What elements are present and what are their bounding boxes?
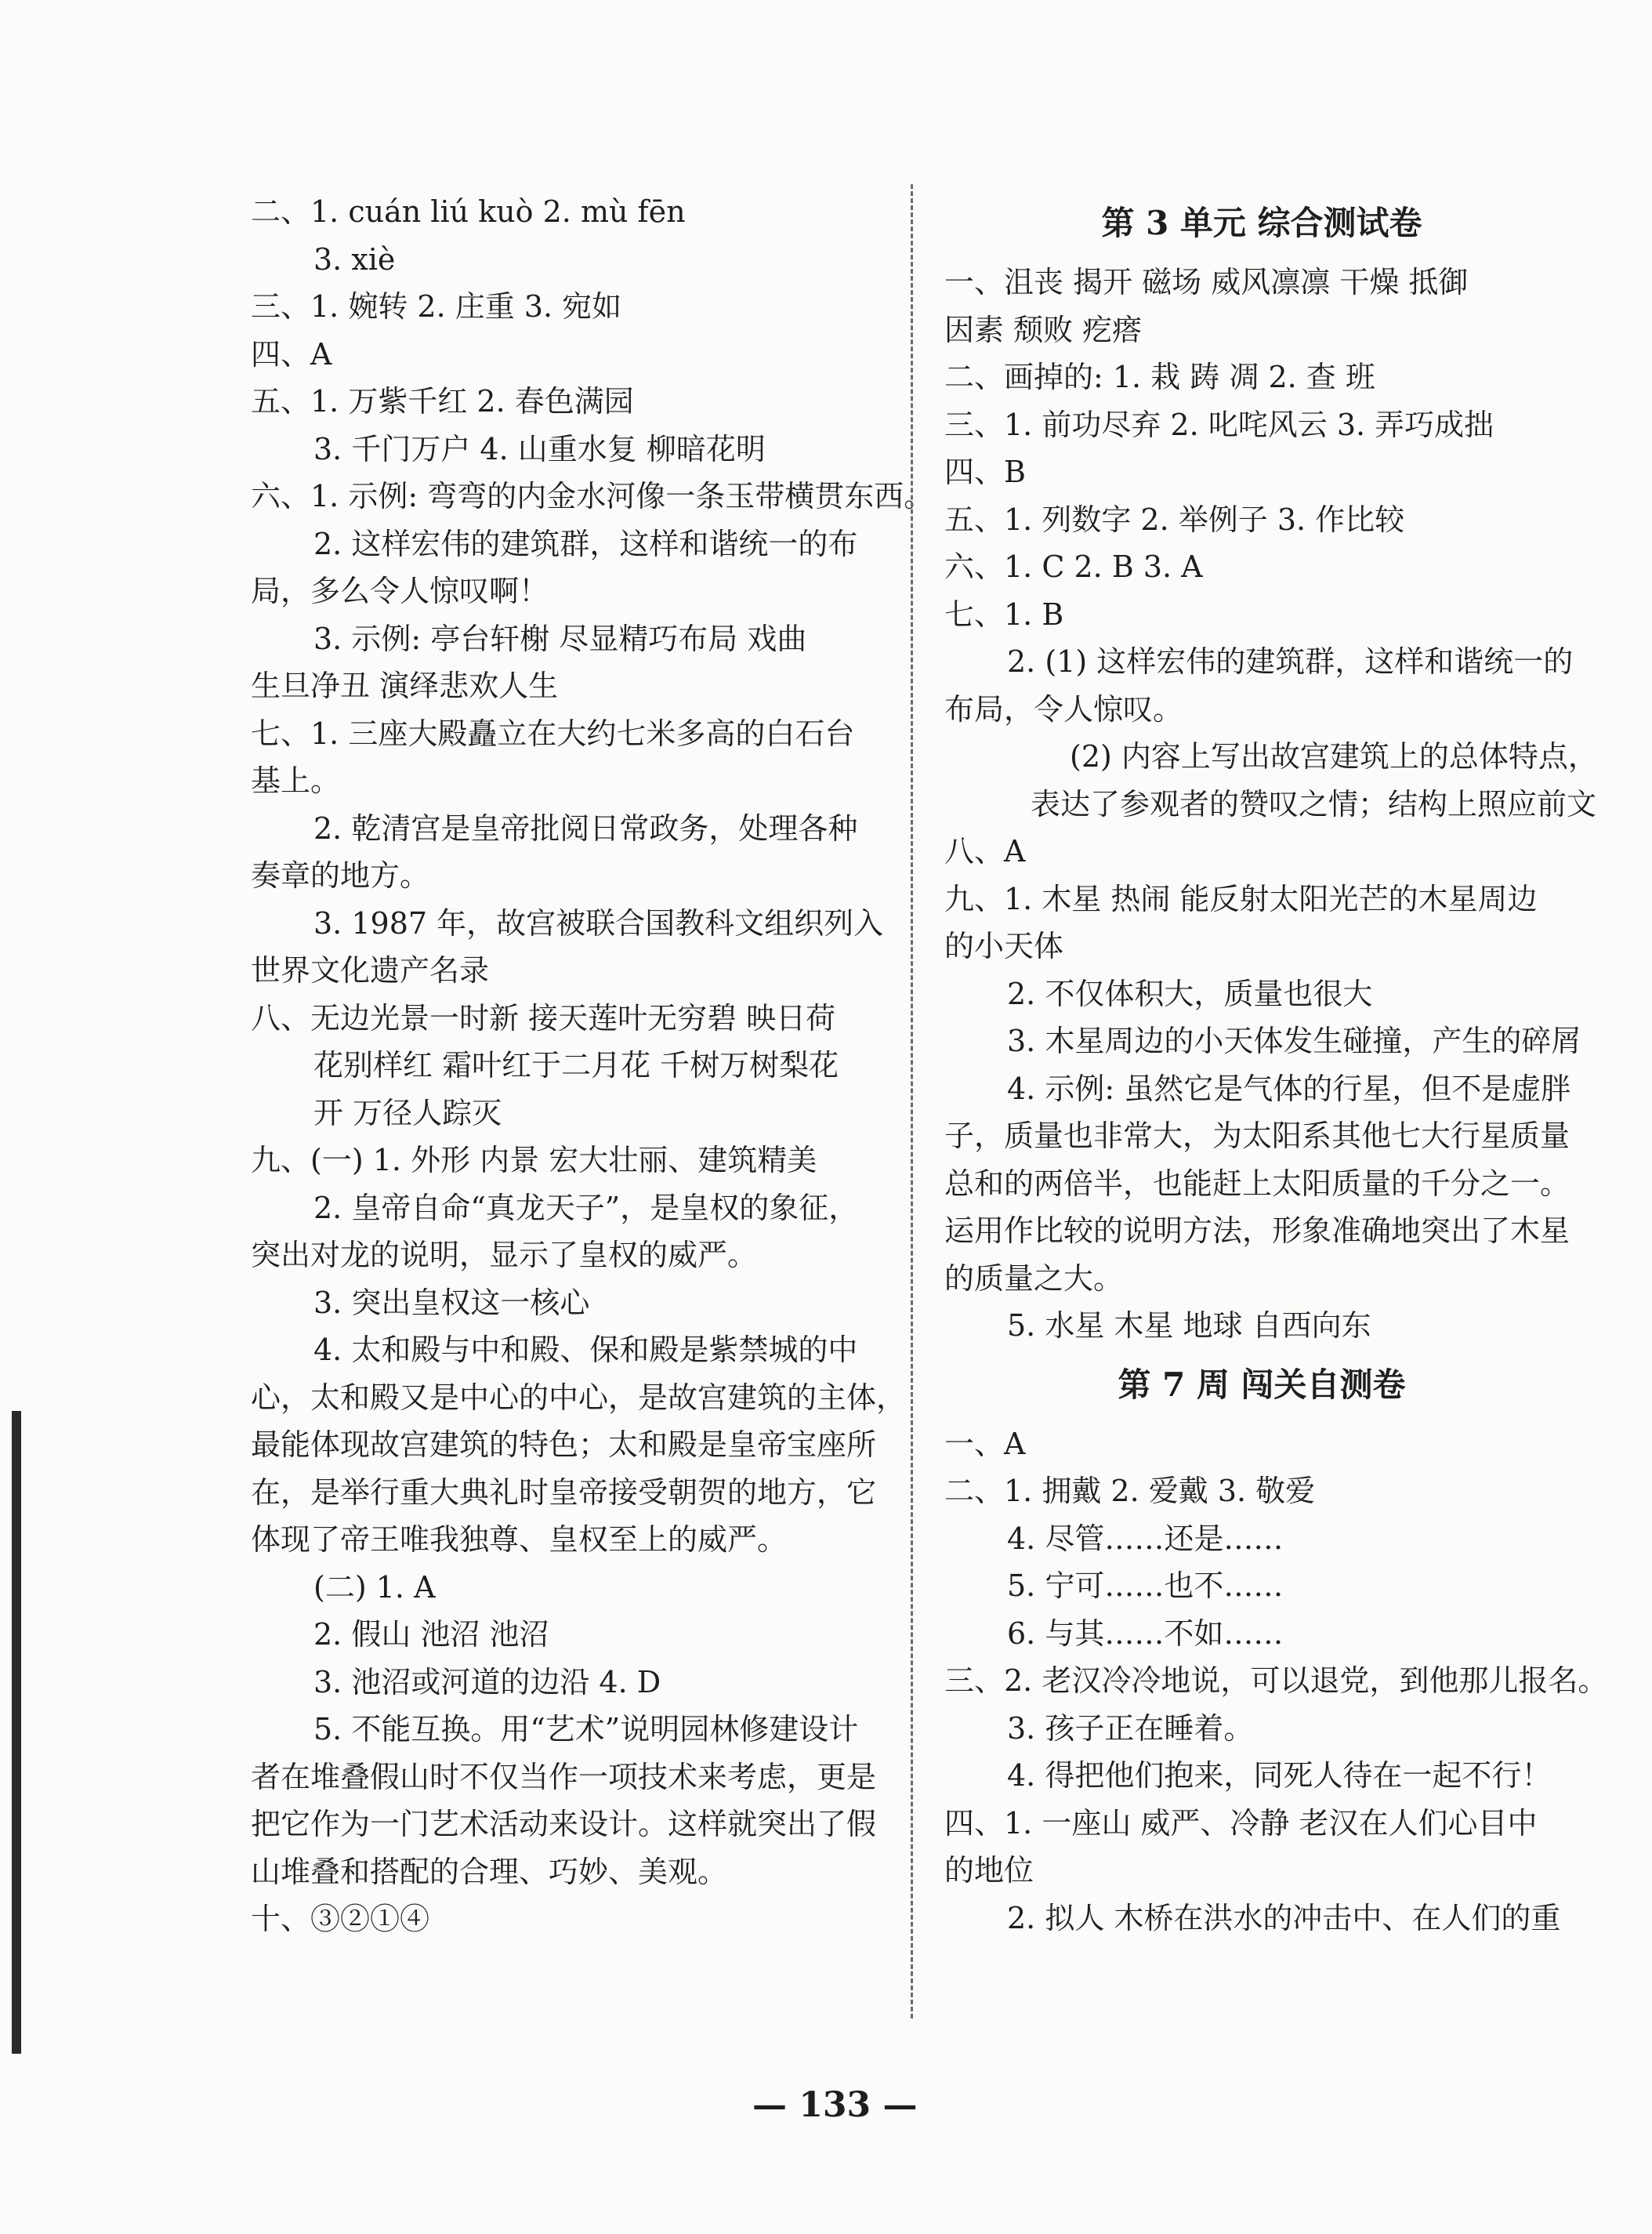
answer-line: 3. 池沼或河道的边沿 4. D [313,1664,661,1699]
answer-line: 2. 假山 池沼 池沼 [313,1617,549,1652]
answer-line: 四、A [251,336,332,372]
answer-line: 总和的两倍半，也能赶上太阳质量的千分之一。 [944,1166,1570,1201]
answer-line: 2. (1) 这样宏伟的建筑群，这样和谐统一的 [1007,644,1574,679]
answer-line: 三、1. 前功尽弃 2. 叱咤风云 3. 弄巧成拙 [944,407,1494,442]
answer-line: 在，是举行重大典礼时皇帝接受朝贺的地方，它 [251,1474,877,1510]
answer-line: 3. 孩子正在睡着。 [1007,1710,1254,1746]
answer-line: 3. 突出皇权这一核心 [313,1285,590,1320]
page-number: — 133 — [752,2085,918,2125]
answer-line: 把它作为一门艺术活动来设计。这样就突出了假 [251,1807,877,1841]
answer-line: 一、沮丧 揭开 磁场 威风凛凛 干燥 抵御 [944,265,1469,299]
answer-line: 九、1. 木星 热闹 能反射太阳光芒的木星周边 [944,881,1538,916]
answer-line: 的小天体 [944,929,1064,963]
left-answer-column [251,188,934,1943]
answer-line: 八、A [944,834,1026,869]
answer-line: 九、(一) 1. 外形 内景 宏大壮丽、建筑精美 [251,1143,817,1177]
answer-line: 3. 示例: 亭台轩榭 尽显精巧布局 戏曲 [313,621,807,656]
answer-line: 5. 宁可……也不…… [1007,1569,1284,1603]
answer-line: 七、1. B [944,597,1064,632]
answer-line: 世界文化遗产名录 [251,953,490,988]
answer-line: 生旦净丑 演绎悲欢人生 [251,669,559,703]
answer-line: 2. 乾清宫是皇帝批阅日常政务，处理各种 [313,811,858,846]
answer-line: 局，多么令人惊叹啊！ [251,574,549,608]
answer-line: 2. 不仅体积大，质量也很大 [1007,976,1373,1011]
answer-line: 六、1. C 2. B 3. A [944,549,1203,584]
answer-line: 3. xiè [313,241,396,277]
answer-line: 3. 1987 年，故宫被联合国教科文组织列入 [313,905,884,941]
answer-line: 山堆叠和搭配的合理、巧妙、美观。 [251,1854,728,1889]
answer-line: 的质量之大。 [944,1260,1124,1296]
answer-line: 最能体现故宫建筑的特色；太和殿是皇帝宝座所 [251,1427,877,1462]
answer-line: 三、1. 婉转 2. 庄重 3. 宛如 [251,289,622,324]
answer-line: 奏章的地方。 [251,858,430,893]
section-title: 第 7 周 闯关自测卷 [1118,1365,1406,1404]
answer-line: 体现了帝王唯我独尊、皇权至上的威严。 [251,1522,788,1557]
answer-line: 3. 千门万户 4. 山重水复 柳暗花明 [313,431,766,466]
answer-line: 因素 颓败 疙瘩 [944,312,1143,347]
answer-line: 基上。 [251,763,341,798]
answer-line: 2. 拟人 木桥在洪水的冲击中、在人们的重 [1007,1900,1561,1935]
answer-line: 子，质量也非常大，为太阳系其他七大行星质量 [944,1119,1570,1153]
answer-line: 表达了参观者的赞叹之情；结构上照应前文 [1031,786,1597,821]
answer-line: 者在堆叠假山时不仅当作一项技术来考虑，更是 [251,1759,877,1794]
answer-line: 二、1. cuán liú kuò 2. mù fēn [251,194,686,229]
right-answer-column [944,188,1608,1942]
answer-line: 四、B [944,455,1026,489]
answer-line: 布局，令人惊叹。 [944,691,1183,727]
answer-line: 五、1. 列数字 2. 举例子 3. 作比较 [944,502,1405,537]
answer-line: 4. 太和殿与中和殿、保和殿是紫禁城的中 [313,1333,858,1367]
answer-line: 6. 与其……不如…… [1007,1616,1284,1651]
answer-line: 五、1. 万紫千红 2. 春色满园 [251,384,634,419]
column-divider [911,184,913,2018]
answer-line: 四、1. 一座山 威严、冷静 老汉在人们心目中 [944,1805,1538,1841]
answer-line: 4. 得把他们抱来，同死人待在一起不行！ [1007,1758,1552,1793]
answer-line: 开 万径人踪灭 [313,1095,502,1130]
answer-line: (2) 内容上写出故宫建筑上的总体特点， [1070,739,1598,774]
answer-line: 七、1. 三座大殿矗立在大约七米多高的白石台 [251,716,855,751]
answer-line: 3. 木星周边的小天体发生碰撞，产生的碎屑 [1007,1024,1581,1058]
answer-line: 5. 水星 木星 地球 自西向东 [1007,1308,1371,1343]
answer-line: 二、1. 拥戴 2. 爱戴 3. 敬爱 [944,1474,1316,1508]
scan-edge-shadow [12,1411,21,2054]
answer-line: 三、2. 老汉冷冷地说，可以退党，到他那儿报名。 [944,1663,1608,1698]
answer-line: 运用作比较的说明方法，形象准确地突出了木星 [944,1213,1570,1248]
answer-line: 2. 皇帝自命“真龙天子”，是皇权的象征， [313,1190,859,1225]
answer-line: 4. 示例: 虽然它是气体的行星，但不是虚胖 [1007,1071,1571,1106]
answer-line: 花别样红 霜叶红于二月花 千树万树梨花 [313,1048,839,1083]
answer-line: 2. 这样宏伟的建筑群，这样和谐统一的布 [313,526,858,561]
answer-line: 心，太和殿又是中心的中心，是故宫建筑的主体， [251,1380,907,1415]
answer-line: 5. 不能互换。用“艺术”说明园林修建设计 [313,1712,859,1746]
answer-line: 二、画掉的: 1. 栽 踌 凋 2. 查 班 [944,360,1375,394]
answer-line: 4. 尽管……还是…… [1007,1521,1284,1556]
answer-line: 十、③②①④ [251,1902,430,1936]
answer-line: 八、无边光景一时新 接天莲叶无穷碧 映日荷 [251,1000,836,1035]
answer-line: 一、A [944,1426,1026,1461]
answer-line: (二) 1. A [313,1569,436,1605]
answer-line: 的地位 [944,1853,1034,1888]
section-title: 第 3 单元 综合测试卷 [1101,204,1422,242]
answer-line: 突出对龙的说明，显示了皇权的威严。 [251,1238,758,1272]
answer-line: 六、1. 示例: 弯弯的内金水河像一条玉带横贯东西。 [251,479,934,513]
